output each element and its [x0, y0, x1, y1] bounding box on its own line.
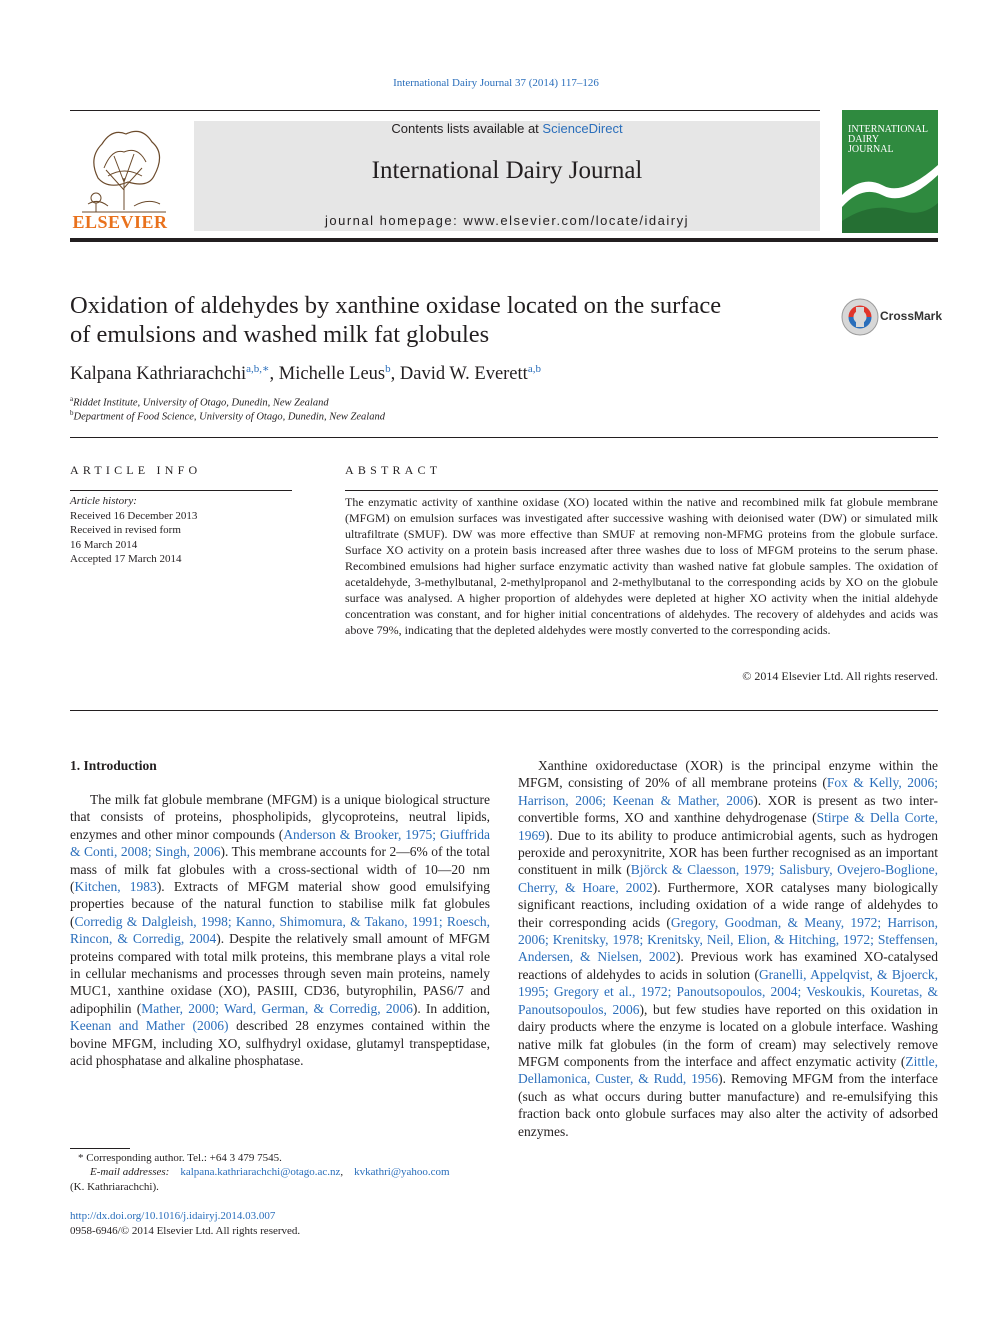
body-text: Xanthine oxidoreductase (XOR) is the principal enzyme within the MFGM, consisting of 20% of all membrane proteins ( [518, 758, 938, 791]
corresponding-author-note: * Corresponding author. Tel.: +64 3 479 7545. [78, 1152, 282, 1164]
citation-link[interactable]: Keenan and Mather (2006) [70, 1018, 229, 1034]
body-text: ). XOR is present as two inter-convertible forms, XO and xanthine dehydrogenase ( [518, 792, 938, 826]
article-title: Oxidation of aldehydes by xanthine oxidase located on the surface of emulsions and washed milk fat globules [70, 292, 722, 348]
cover-title: INTERNATIONAL DAIRY JOURNAL [848, 124, 928, 155]
citation-link[interactable]: Stirpe & Della Corte, 1969 [518, 810, 938, 843]
article-history: Article history: Received 16 December 2013 Received in revised form 16 March 2014 Accepted 17 March 2014 [70, 495, 198, 565]
body-text: The milk fat globule membrane (MFGM) is a unique biological structure that consists of proteins, phospholipids, glycoproteins, neutral lipids, enzymes and other minor compounds ( [70, 792, 490, 842]
citation-link[interactable]: Granelli, Appelqvist, & Bjoerck, 1995; Gregory et al., 1972; Panoutsopoulos, 2004; Veskoukis, Kouretas, & Panoutsopoulos, 2006 [518, 966, 938, 1017]
body-text: ). Removing MFGM from the interface (such as what occurs during butter manufacture) and re-emulsifying this fraction back onto globule surfaces may also alter the activity of adsorbed enzymes. [518, 1071, 939, 1139]
author-list: Kalpana Kathriarachchi$^{a,b,∗}$, Michelle Leus$^b$, David W. Everett$^{a,b}$ [70, 363, 541, 385]
citation-link[interactable]: Mather, 2000; Ward, German, & Corredig, 2006 [141, 1000, 413, 1016]
contents-line: Contents lists available at ScienceDirect [391, 121, 623, 136]
citation-link[interactable]: Fox & Kelly, 2006; Harrison, 2006; Keenan & Mather, 2006 [518, 775, 938, 808]
body-column-right [518, 757, 938, 1140]
divider [70, 437, 938, 438]
divider [70, 490, 292, 491]
header-rule [70, 110, 820, 111]
body-text: ). Due to its ability to produce antimicrobial agents, such as hydrogen peroxide and peroxynitrite, XOR has been further recognised as an important constituent in milk ( [518, 827, 938, 878]
citation-link[interactable]: Björck & Claesson, 1979; Salisbury, Ovejero-Boglione, Cherry, & Hoare, 2002 [518, 862, 938, 895]
author-name[interactable]: Michelle Leus [278, 364, 386, 385]
abstract-heading: ABSTRACT [345, 463, 442, 477]
body-text: ). Previous work has examined XO-catalysed reactions of aldehydes to acids in solution ( [518, 949, 938, 982]
author-affiliation-marker[interactable]: a,b [527, 363, 541, 375]
divider [345, 490, 938, 491]
body-text: ), but few studies have reported on this oxidation in dairy products where the enzyme is located on a globule interface. Washing native milk fat globules (in the form of cream) may selectively remove MFGM components from the interface and affect enzymatic activity ( [518, 1001, 938, 1069]
abstract-text: The enzymatic activity of xanthine oxidase (XO) located within the native and recombined milk fat globule membrane (MFGM) on emulsion surfaces was investigated after successive washing with deionised water (DW) or simulated milk ultrafiltrate (SMUF). DW was more effective than SMUF at removing non-MFMG proteins from the globule surface. Surface XO activity on a protein basis increased after three washes due to loss of MFGM proteins to the serum phase. Recombined emulsions had higher surface enzymatic activity than washed native fat globule samples. The oxidation of acetaldehyde, 3-methylbutanal, 2-methylpropanol and 2-methylbutanal to the corresponding acids by XO on the globule surface was analysed. A higher proportion of aldehydes were depleted at higher XO activity when the initial aldehyde concentration was constant, and for higher initial concentrations of aldehydes. The recovery of aldehydes and acids was above 79%, indicating that the depleted aldehydes were mostly converted to the corresponding acids. [345, 495, 938, 637]
cover-wave-graphic [842, 155, 938, 233]
email-note: E-mail addresses: kalpana.kathriarachchi@otago.ac.nz, kvkathri@yahoo.com [90, 1166, 450, 1178]
issn-copyright: 0958-6946/© 2014 Elsevier Ltd. All rights reserved. [70, 1225, 301, 1237]
publisher-logo-text: ELSEVIER [72, 212, 168, 232]
journal-homepage: journal homepage: www.elsevier.com/locate/idairyj [325, 213, 689, 228]
footnote-rule [70, 1148, 130, 1149]
section-heading-introduction: 1. Introduction [70, 758, 157, 773]
crossmark-label[interactable]: CrossMark [880, 309, 943, 323]
affiliation: $^a$Riddet Institute, University of Otago, Dunedin, New Zealand [70, 395, 329, 409]
journal-citation[interactable]: International Dairy Journal 37 (2014) 117–126 [393, 77, 599, 89]
author-name[interactable]: David W. Everett [399, 364, 528, 385]
abstract-copyright: © 2014 Elsevier Ltd. All rights reserved. [742, 669, 938, 683]
body-text: ). Extracts of MFGM material show good emulsifying properties because of the natural function to stabilise milk fat globules ( [70, 879, 490, 929]
citation-link[interactable]: Corredig & Dalgleish, 1998; Kanno, Shimomura, & Takano, 1991; Roesch, Rincon, & Corredig, 2004 [70, 913, 490, 947]
citation-link[interactable]: Anderson & Brooker, 1975; Giuffrida & Conti, 2008; Singh, 2006 [70, 826, 490, 860]
author-name[interactable]: Kalpana Kathriarachchi [70, 364, 247, 385]
crossmark-icon[interactable] [840, 297, 880, 337]
body-text: ). Despite the relatively small amount of MFGM proteins compared with total milk proteins, this membrane plays a vital role in cellular mechanisms and processes through seven main proteins, namely MUC1, xanthine oxidase (XO), PASIII, CD36, butyrophilin, PAS6/7 and adipophilin ( [70, 931, 490, 1016]
journal-cover-thumbnail[interactable] [842, 110, 938, 233]
affiliation: $^b$Department of Food Science, University of Otago, Dunedin, New Zealand [70, 409, 385, 423]
body-text: ). In addition, [412, 1000, 490, 1016]
email-link[interactable]: kvkathri@yahoo.com [354, 1166, 450, 1178]
header-thick-rule [70, 238, 938, 242]
divider [70, 710, 938, 711]
article-info-heading: ARTICLE INFO [70, 463, 202, 477]
doi-link[interactable]: http://dx.doi.org/10.1016/j.idairyj.2014.03.007 [70, 1210, 276, 1222]
journal-title: International Dairy Journal [371, 157, 643, 184]
author-affiliation-marker[interactable]: a,b,∗ [246, 363, 270, 375]
body-text: ). Furthermore, XOR catalyses many biologically significant reactions, including oxidation of a wide range of aldehydes to their corresponding acids ( [518, 879, 939, 930]
email-link[interactable]: kalpana.kathriarachchi@otago.ac.nz [180, 1166, 341, 1178]
email-owner: (K. Kathriarachchi). [70, 1181, 159, 1193]
body-paragraph [70, 791, 490, 1070]
body-text: described 28 enzymes contained within the bovine MFGM, including XO, sulfhydryl oxidase, glutamyl transpeptidase, acid phosphatase and alkaline phosphatase. [70, 1018, 490, 1069]
citation-link[interactable]: Gregory, Goodman, & Meany, 1972; Harrison, 2006; Krenitsky, 1978; Krenitsky, Neil, Elion, & Hitching, 1972; Steffensen, Andersen, & Nielsen, 2002 [518, 914, 939, 965]
author-affiliation-marker[interactable]: b [385, 363, 391, 375]
body-text: ). This membrane accounts for 2—6% of the total mass of milk fat globules with a cross-sectional width of 10—20 nm ( [70, 844, 490, 895]
body-paragraph [518, 757, 938, 1140]
citation-link[interactable]: Kitchen, 1983 [74, 879, 157, 895]
citation-link[interactable]: Zittle, Dellamonica, Custer, & Rudd, 1956 [518, 1053, 938, 1087]
homepage-link[interactable]: www.elsevier.com/locate/idairyj [463, 213, 689, 228]
body-column-left [70, 791, 490, 1070]
sciencedirect-link[interactable]: ScienceDirect [542, 121, 623, 136]
